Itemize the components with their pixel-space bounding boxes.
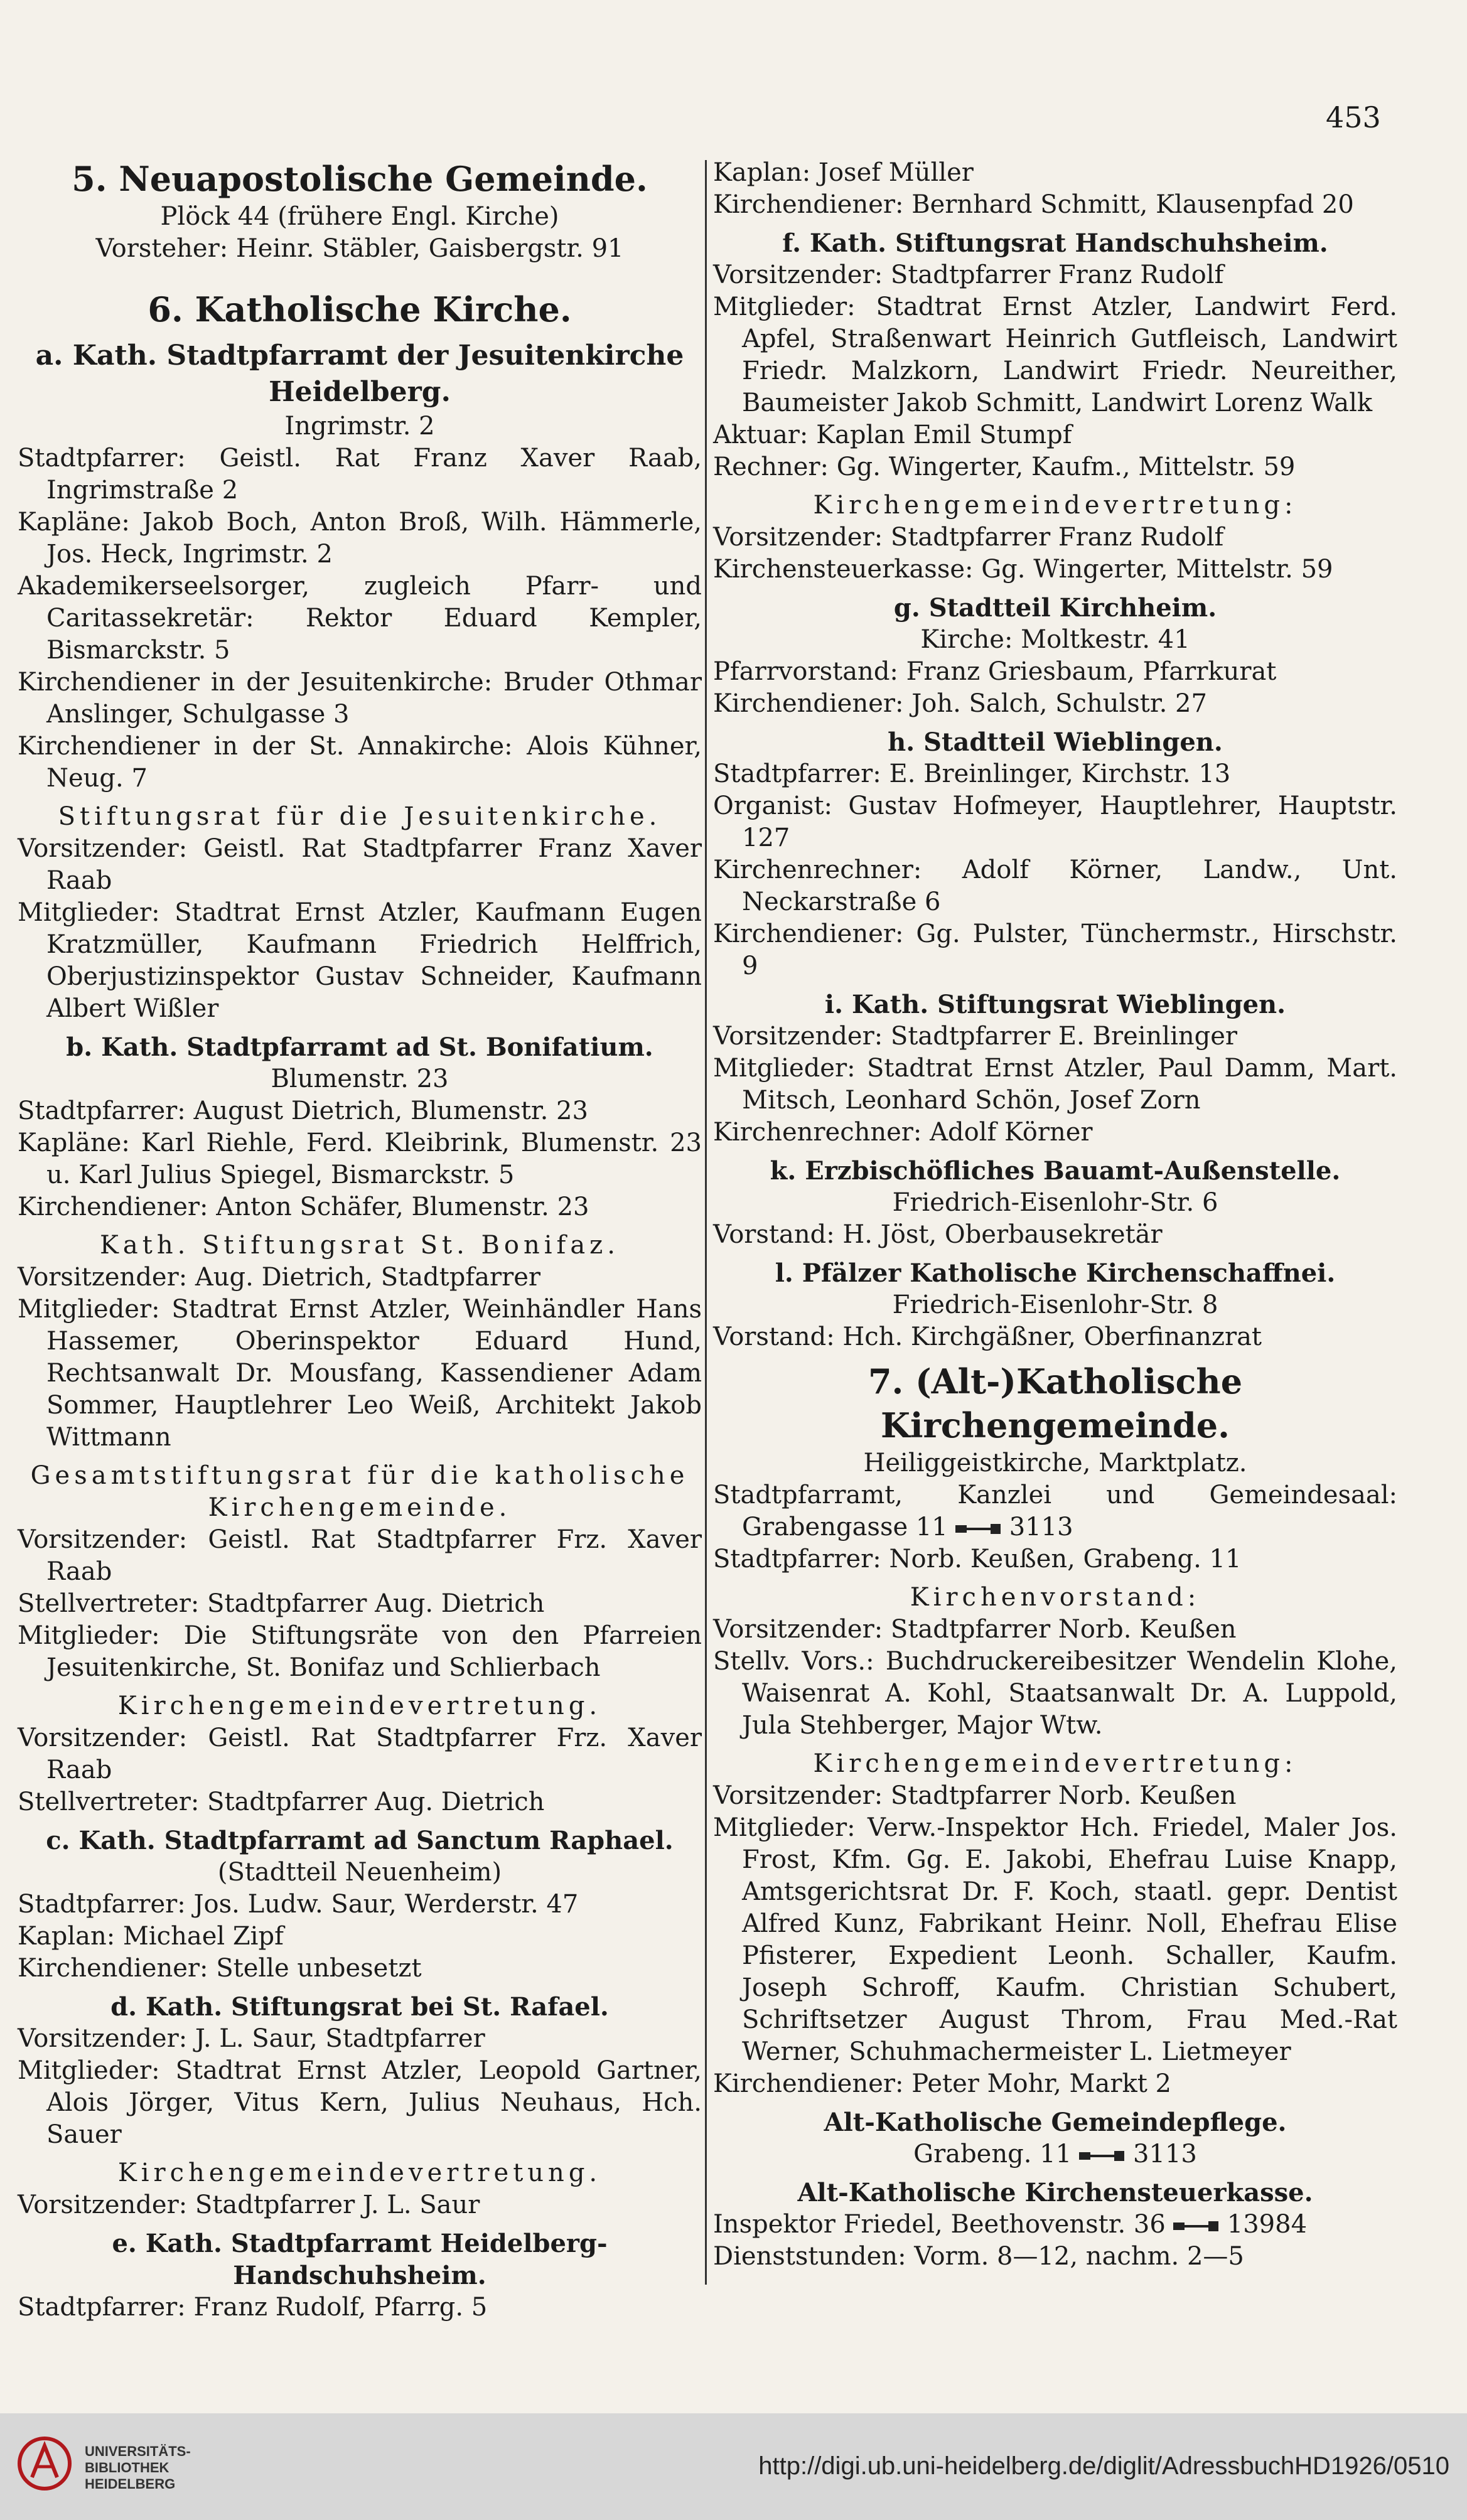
address-line: [18, 1063, 702, 1095]
university-seal-icon: [16, 2432, 73, 2495]
address-line: [18, 1857, 702, 1889]
subsection-heading: [713, 592, 1397, 624]
directory-entry: [18, 1889, 702, 1921]
entry-text: d. Kath. Stiftungsrat bei St. Rafael.: [110, 1992, 609, 2022]
entry-text: Inspektor Friedel, Beethovenstr. 36: [713, 2210, 1166, 2239]
directory-entry: [713, 1479, 1397, 1543]
right-column: [713, 157, 1397, 2273]
entry-text: Plöck 44 (frühere Engl. Kirche): [160, 202, 559, 231]
address-line: [18, 410, 702, 442]
directory-entry: [18, 667, 702, 731]
directory-entry: [713, 157, 1397, 189]
entry-text: Kaplan: Josef Müller: [713, 158, 974, 187]
telephone-icon: [1172, 2219, 1221, 2233]
directory-entry: [18, 1095, 702, 1127]
entry-text: Mitglieder: Stadtrat Ernst Atzler, Landwirt Ferd. Apfel, Straßenwart Heinrich Gutfleisch, Landwirt Friedr. Malzkorn, Landwirt Friedr. Neureither, Baumeister Jakob Schmitt, Landwirt Lorenz Walk: [713, 292, 1397, 417]
entry-text: Mitglieder: Stadtrat Ernst Atzler, Kaufmann Eugen Kratzmüller, Kaufmann Friedrich Helffrich, Oberjustizinspektor Gustav Schneider, Kaufmann Albert Wißler: [18, 898, 702, 1023]
entry-text: Kirchenvorstand:: [910, 1583, 1201, 1612]
entry-text: 6. Katholische Kirche.: [148, 289, 572, 330]
directory-entry: [713, 451, 1397, 483]
directory-entry: [713, 1117, 1397, 1149]
directory-entry: [18, 1953, 702, 1985]
subsection-heading: [713, 2177, 1397, 2209]
entry-text: Stadtpfarramt, Kanzlei und Gemeindesaal: Grabengasse 11: [713, 1481, 1397, 1541]
telephone-icon: [1078, 2149, 1127, 2163]
entry-text: Kirchendiener in der Jesuitenkirche: Bruder Othmar Anslinger, Schulgasse 3: [18, 668, 702, 729]
entry-text: Dienststunden: Vorm. 8—12, nachm. 2—5: [713, 2242, 1244, 2271]
directory-entry: [18, 1588, 702, 1620]
entry-text: Kapläne: Karl Riehle, Ferd. Kleibrink, Blumenstr. 23 u. Karl Julius Spiegel, Bismarckstr. 5: [18, 1129, 702, 1189]
library-name-line: BIBLIOTHEK: [85, 2460, 169, 2475]
entry-text: Vorstand: H. Jöst, Oberbausekretär: [713, 1220, 1163, 1249]
directory-entry: [713, 688, 1397, 720]
entry-text: Stadtpfarrer: E. Breinlinger, Kirchstr. 13: [713, 759, 1231, 788]
entry-text: i. Kath. Stiftungsrat Wieblingen.: [824, 990, 1286, 1019]
entry-text: Kirchendiener: Peter Mohr, Markt 2: [713, 2069, 1171, 2098]
directory-entry: [713, 2241, 1397, 2273]
directory-entry: [18, 1191, 702, 1223]
subsection-heading: [713, 1257, 1397, 1289]
committee-heading: [18, 1460, 702, 1524]
directory-entry: [18, 1524, 702, 1588]
entry-text: Aktuar: Kaplan Emil Stumpf: [713, 421, 1072, 449]
directory-entry: [18, 1722, 702, 1786]
phone-number: 3113: [1009, 1513, 1073, 1541]
directory-entry: [18, 1294, 702, 1454]
entry-text: Alt-Katholische Gemeindepflege.: [824, 2108, 1287, 2137]
directory-entry: [713, 1219, 1397, 1251]
directory-entry: [18, 1127, 702, 1191]
directory-entry: [18, 2189, 702, 2221]
address-line: [713, 624, 1397, 656]
entry-text: Vorsitzender: Stadtpfarrer E. Breinlinger: [713, 1022, 1238, 1051]
section-heading: [18, 157, 702, 201]
directory-entry: [18, 2055, 702, 2151]
entry-text: Stellvertreter: Stadtpfarrer Aug. Dietrich: [18, 1589, 545, 1618]
entry-text: Kaplan: Michael Zipf: [18, 1922, 284, 1951]
committee-heading: [713, 490, 1397, 522]
directory-entry: [713, 1321, 1397, 1353]
entry-text: 7. (Alt-)Katholische Kirchengemeinde.: [868, 1361, 1243, 1445]
entry-text: Mitglieder: Die Stiftungsräte von den Pfarreien Jesuitenkirche, St. Bonifaz und Schlierbach: [18, 1621, 702, 1682]
entry-text: Grabeng. 11: [913, 2140, 1072, 2169]
entry-text: b. Kath. Stadtpfarramt ad St. Bonifatium.: [66, 1032, 653, 1062]
committee-heading: [18, 801, 702, 833]
committee-heading: [18, 2157, 702, 2189]
directory-entry: [713, 291, 1397, 419]
entry-text: g. Stadtteil Kirchheim.: [893, 593, 1217, 623]
entry-text: Stadtpfarrer: Jos. Ludw. Saur, Werderstr. 47: [18, 1890, 579, 1919]
library-name-line: UNIVERSITÄTS-: [85, 2443, 191, 2459]
directory-entry: [713, 918, 1397, 982]
directory-entry: [713, 522, 1397, 554]
subsection-heading: [713, 2106, 1397, 2138]
directory-entry: [18, 1786, 702, 1818]
library-name-line: HEIDELBERG: [85, 2476, 176, 2492]
entry-text: Kirchendiener in der St. Annakirche: Alois Kühner, Neug. 7: [18, 732, 702, 793]
source-url[interactable]: http://digi.ub.uni-heidelberg.de/diglit/AdressbuchHD1926/0510: [758, 2452, 1449, 2480]
directory-entry: [18, 1921, 702, 1953]
directory-entry: [713, 1021, 1397, 1053]
entry-text: Akademikerseelsorger, zugleich Pfarr- und Caritassekretär: Rektor Eduard Kempler, Bismarckstr. 5: [18, 572, 702, 665]
committee-heading: [18, 1230, 702, 1262]
directory-entry: [713, 419, 1397, 451]
subsection-heading: [713, 726, 1397, 758]
section-gap: [18, 265, 702, 281]
entry-text: e. Kath. Stadtpfarramt Heidelberg-Handschuhsheim.: [112, 2229, 608, 2290]
directory-entry: [18, 2292, 702, 2324]
directory-entry: [18, 2023, 702, 2055]
directory-entry: [18, 507, 702, 571]
entry-text: Vorsitzender: Geistl. Rat Stadtpfarrer Franz Xaver Raab: [18, 834, 702, 895]
page-number: 453: [1326, 100, 1381, 134]
subsection-heading: [713, 1155, 1397, 1187]
committee-heading: [18, 1690, 702, 1722]
subsection-heading: [18, 1825, 702, 1857]
entry-text: (Stadtteil Neuenheim): [217, 1858, 502, 1887]
directory-entry: [713, 1780, 1397, 1812]
entry-text: Gesamtstiftungsrat für die katholische Kirchengemeinde.: [30, 1461, 689, 1522]
address-line: [713, 1187, 1397, 1219]
entry-text: Rechner: Gg. Wingerter, Kaufm., Mittelstr. 59: [713, 453, 1296, 481]
entry-text: Friedrich-Eisenlohr-Str. 8: [892, 1290, 1218, 1319]
entry-text: Vorsitzender: Aug. Dietrich, Stadtpfarrer: [18, 1263, 541, 1292]
directory-entry: [18, 897, 702, 1025]
entry-text: Kirchenrechner: Adolf Körner, Landw., Unt. Neckarstraße 6: [713, 855, 1397, 916]
directory-entry: [713, 1646, 1397, 1742]
entry-text: Kirchenrechner: Adolf Körner: [713, 1118, 1093, 1147]
entry-text: Kapläne: Jakob Boch, Anton Broß, Wilh. Hämmerle, Jos. Heck, Ingrimstr. 2: [18, 508, 702, 569]
phone-number: 3113: [1133, 2140, 1197, 2169]
directory-entry: [713, 758, 1397, 790]
address-line: [18, 233, 702, 265]
entry-text: Kirchendiener: Gg. Pulster, Tünchermstr., Hirschstr. 9: [713, 920, 1397, 980]
entry-text: Alt-Katholische Kirchensteuerkasse.: [797, 2178, 1313, 2207]
entry-text: Stadtpfarrer: Geistl. Rat Franz Xaver Raab, Ingrimstraße 2: [18, 444, 702, 505]
subsection-heading: [713, 989, 1397, 1021]
committee-heading: [713, 1582, 1397, 1614]
entry-text: 5. Neuapostolische Gemeinde.: [72, 159, 648, 199]
directory-entry: [713, 854, 1397, 918]
directory-entry: [713, 259, 1397, 291]
entry-text: Pfarrvorstand: Franz Griesbaum, Pfarrkurat: [713, 657, 1277, 686]
directory-entry: [18, 1620, 702, 1684]
entry-text: Stellvertreter: Stadtpfarrer Aug. Dietrich: [18, 1788, 545, 1816]
entry-text: k. Erzbischöfliches Bauamt-Außenstelle.: [770, 1156, 1341, 1186]
entry-text: Mitglieder: Stadtrat Ernst Atzler, Paul Damm, Mart. Mitsch, Leonhard Schön, Josef Zorn: [713, 1054, 1397, 1115]
address-line: [713, 2138, 1397, 2170]
entry-text: Heiliggeistkirche, Marktplatz.: [863, 1449, 1247, 1477]
directory-entry: [18, 442, 702, 507]
subsection-heading: [18, 338, 702, 410]
directory-entry: [713, 2068, 1397, 2100]
entry-text: Vorstand: Hch. Kirchgäßner, Oberfinanzrat: [713, 1322, 1262, 1351]
directory-entry: [18, 1262, 702, 1294]
entry-text: Vorsitzender: Geistl. Rat Stadtpfarrer Frz. Xaver Raab: [18, 1724, 702, 1784]
entry-text: Ingrimstr. 2: [284, 412, 435, 441]
entry-text: Stellv. Vors.: Buchdruckereibesitzer Wendelin Klohe, Waisenrat A. Kohl, Staatsanwalt Dr. A. Luppold, Jula Stehberger, Major Wtw.: [713, 1647, 1397, 1740]
directory-entry: [18, 571, 702, 667]
section-heading: [18, 287, 702, 331]
directory-entry: [713, 1053, 1397, 1117]
directory-entry: [713, 790, 1397, 854]
directory-entry: [713, 1543, 1397, 1575]
section-heading: [713, 1359, 1397, 1447]
directory-entry: [713, 189, 1397, 221]
subsection-heading: [18, 1991, 702, 2023]
directory-entry: [713, 554, 1397, 586]
entry-text: Mitglieder: Stadtrat Ernst Atzler, Weinhändler Hans Hassemer, Oberinspektor Eduard Hund, Rechtsanwalt Dr. Mousfang, Kassendiener Adam Sommer, Hauptlehrer Leo Weiß, Architekt Jakob Wittmann: [18, 1295, 702, 1452]
entry-text: Vorsitzender: Stadtpfarrer Franz Rudolf: [713, 260, 1224, 289]
subsection-heading: [18, 1031, 702, 1063]
entry-text: Kirche: Moltkestr. 41: [920, 625, 1190, 654]
entry-text: Kirchengemeindevertretung.: [117, 1692, 602, 1720]
subsection-heading: [18, 2228, 702, 2292]
directory-entry: [713, 1812, 1397, 2068]
address-line: [713, 1447, 1397, 1479]
directory-entry: [18, 731, 702, 795]
left-column: [18, 157, 702, 2324]
column-rule: [705, 160, 707, 2285]
phone-number: 13984: [1227, 2210, 1308, 2239]
directory-entry: [713, 1614, 1397, 1646]
entry-text: c. Kath. Stadtpfarramt ad Sanctum Raphael.: [46, 1826, 674, 1855]
directory-entry: [18, 833, 702, 897]
address-line: [713, 1289, 1397, 1321]
entry-text: Vorsitzender: Stadtpfarrer Franz Rudolf: [713, 523, 1224, 552]
entry-text: Friedrich-Eisenlohr-Str. 6: [892, 1188, 1218, 1217]
entry-text: Vorsitzender: Stadtpfarrer Norb. Keußen: [713, 1781, 1237, 1810]
entry-text: Vorsitzender: J. L. Saur, Stadtpfarrer: [18, 2024, 485, 2053]
entry-text: Kirchengemeindevertretung:: [813, 1749, 1298, 1778]
entry-text: Vorsteher: Heinr. Stäbler, Gaisbergstr. 91: [95, 234, 624, 263]
directory-entry: [713, 656, 1397, 688]
entry-text: Kirchendiener: Joh. Salch, Schulstr. 27: [713, 689, 1207, 718]
entry-text: Kirchensteuerkasse: Gg. Wingerter, Mittelstr. 59: [713, 555, 1333, 584]
footer-bar: [0, 2413, 1467, 2520]
entry-text: Stadtpfarrer: Norb. Keußen, Grabeng. 11: [713, 1545, 1242, 1574]
committee-heading: [713, 1748, 1397, 1780]
entry-text: Vorsitzender: Stadtpfarrer J. L. Saur: [18, 2190, 480, 2219]
entry-text: Mitglieder: Stadtrat Ernst Atzler, Leopold Gartner, Alois Jörger, Vitus Kern, Julius Neuhaus, Hch. Sauer: [18, 2056, 702, 2149]
entry-text: Vorsitzender: Geistl. Rat Stadtpfarrer Frz. Xaver Raab: [18, 1525, 702, 1586]
entry-text: Kirchengemeindevertretung.: [117, 2158, 602, 2187]
entry-text: Kath. Stiftungsrat St. Bonifaz.: [100, 1231, 620, 1260]
entry-text: Stadtpfarrer: August Dietrich, Blumenstr. 23: [18, 1096, 588, 1125]
entry-text: Blumenstr. 23: [271, 1064, 449, 1093]
directory-entry: [713, 2209, 1397, 2241]
entry-text: Vorsitzender: Stadtpfarrer Norb. Keußen: [713, 1615, 1237, 1644]
address-line: [18, 201, 702, 233]
library-name: [85, 2443, 191, 2492]
entry-text: Kirchendiener: Bernhard Schmitt, Klausenpfad 20: [713, 190, 1354, 219]
subsection-heading: [713, 227, 1397, 259]
entry-text: Stadtpfarrer: Franz Rudolf, Pfarrg. 5: [18, 2293, 488, 2322]
entry-text: f. Kath. Stiftungsrat Handschuhsheim.: [782, 228, 1328, 258]
telephone-icon: [954, 1522, 1003, 1536]
entry-text: Stiftungsrat für die Jesuitenkirche.: [58, 802, 662, 831]
entry-text: Kirchendiener: Stelle unbesetzt: [18, 1954, 422, 1983]
entry-text: Kirchendiener: Anton Schäfer, Blumenstr. 23: [18, 1193, 589, 1221]
entry-text: l. Pfälzer Katholische Kirchenschaffnei.: [775, 1258, 1336, 1288]
entry-text: Mitglieder: Verw.-Inspektor Hch. Friedel, Maler Jos. Frost, Kfm. Gg. E. Jakobi, Ehefrau Luise Knapp, Amtsgerichtsrat Dr. F. Koch, staatl. gepr. Dentist Alfred Kunz, Fabrikant Heinr. Noll, Ehefrau Elise Pfisterer, Expedient Leonh. Schaller, Kaufm. Joseph Schroff, Kaufm. Christian Schubert, Schriftsetzer August Throm, Frau Med.-Rat Werner, Schuhmachermeister L. Lietmeyer: [713, 1813, 1397, 2066]
entry-text: h. Stadtteil Wieblingen.: [888, 727, 1223, 757]
entry-text: Organist: Gustav Hofmeyer, Hauptlehrer, Hauptstr. 127: [713, 791, 1397, 852]
entry-text: a. Kath. Stadtpfarramt der Jesuitenkirche Heidelberg.: [35, 340, 684, 408]
entry-text: Kirchengemeindevertretung:: [813, 491, 1298, 520]
